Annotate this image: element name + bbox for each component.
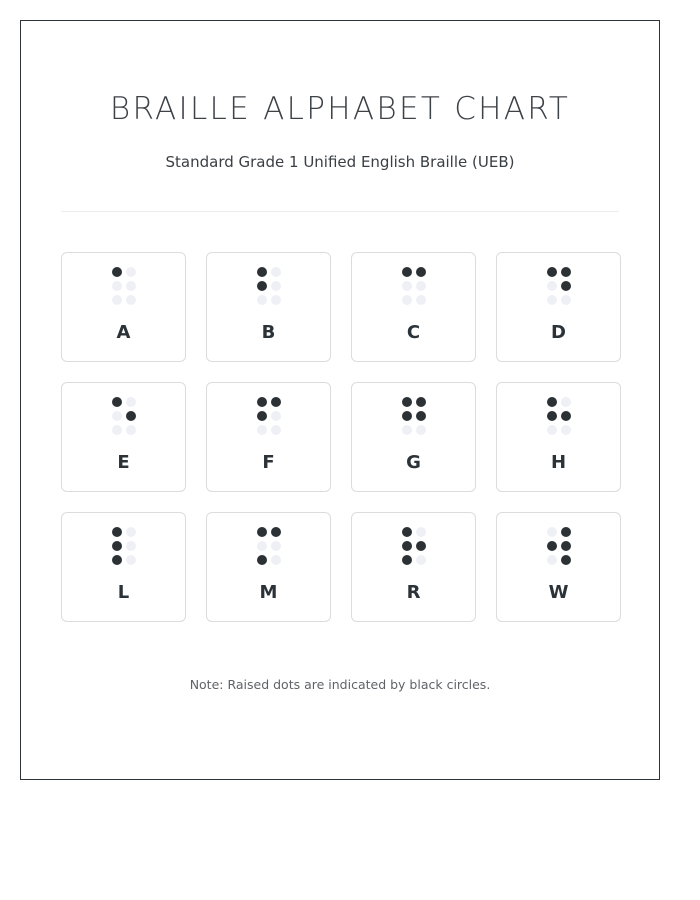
raised-dot-1: [112, 267, 122, 277]
cell-letter: R: [406, 582, 421, 603]
braille-cell-f: [206, 382, 331, 492]
flat-dot-6: [416, 425, 426, 435]
flat-dot-3: [112, 295, 122, 305]
braille-dots: [112, 527, 136, 565]
flat-dot-2: [257, 541, 267, 551]
flat-dot-6: [416, 295, 426, 305]
braille-dots: [547, 397, 571, 435]
flat-dot-4: [126, 527, 136, 537]
braille-cell-g: [351, 382, 476, 492]
flat-dot-2: [112, 281, 122, 291]
flat-dot-5: [271, 411, 281, 421]
braille-cell-w: [496, 512, 621, 622]
cell-letter: B: [261, 322, 276, 343]
raised-dot-4: [561, 267, 571, 277]
braille-cell-a: [61, 252, 186, 362]
flat-dot-1: [547, 527, 557, 537]
raised-dot-4: [416, 397, 426, 407]
flat-dot-3: [547, 555, 557, 565]
raised-dot-1: [402, 397, 412, 407]
flat-dot-3: [547, 295, 557, 305]
braille-cell-c: [351, 252, 476, 362]
raised-dot-5: [561, 411, 571, 421]
braille-chart-frame: [20, 20, 660, 780]
raised-dot-2: [402, 541, 412, 551]
flat-dot-5: [416, 281, 426, 291]
braille-dots: [257, 397, 281, 435]
flat-dot-4: [416, 527, 426, 537]
flat-dot-6: [271, 295, 281, 305]
flat-dot-6: [126, 295, 136, 305]
braille-cell-l: [61, 512, 186, 622]
raised-dot-6: [561, 555, 571, 565]
braille-cell-h: [496, 382, 621, 492]
flat-dot-5: [271, 541, 281, 551]
raised-dot-5: [416, 411, 426, 421]
braille-grid: [61, 252, 621, 622]
raised-dot-1: [402, 527, 412, 537]
raised-dot-5: [416, 541, 426, 551]
flat-dot-2: [547, 281, 557, 291]
raised-dot-2: [112, 541, 122, 551]
raised-dot-2: [402, 411, 412, 421]
braille-cell-b: [206, 252, 331, 362]
flat-dot-6: [271, 425, 281, 435]
flat-dot-6: [271, 555, 281, 565]
braille-cell-r: [351, 512, 476, 622]
flat-dot-5: [126, 541, 136, 551]
braille-dots: [257, 527, 281, 565]
flat-dot-3: [257, 295, 267, 305]
raised-dot-1: [547, 397, 557, 407]
raised-dot-3: [402, 555, 412, 565]
cell-letter: F: [262, 452, 275, 473]
flat-dot-5: [271, 281, 281, 291]
flat-dot-6: [561, 425, 571, 435]
divider: [61, 211, 619, 212]
cell-letter: H: [550, 452, 567, 473]
flat-dot-2: [112, 411, 122, 421]
cell-letter: E: [117, 452, 130, 473]
braille-dots: [402, 397, 426, 435]
braille-dots: [547, 527, 571, 565]
flat-dot-2: [402, 281, 412, 291]
braille-dots: [112, 267, 136, 305]
raised-dot-1: [402, 267, 412, 277]
cell-letter: L: [117, 582, 130, 603]
raised-dot-3: [112, 555, 122, 565]
raised-dot-2: [257, 411, 267, 421]
braille-dots: [402, 267, 426, 305]
flat-dot-3: [112, 425, 122, 435]
raised-dot-2: [547, 411, 557, 421]
raised-dot-2: [257, 281, 267, 291]
braille-cell-m: [206, 512, 331, 622]
cell-letter: C: [406, 322, 421, 343]
raised-dot-1: [257, 527, 267, 537]
footnote: Note: Raised dots are indicated by black circles.: [189, 677, 491, 692]
flat-dot-4: [271, 267, 281, 277]
raised-dot-4: [271, 397, 281, 407]
flat-dot-3: [257, 425, 267, 435]
braille-dots: [112, 397, 136, 435]
braille-cell-e: [61, 382, 186, 492]
raised-dot-3: [257, 555, 267, 565]
cell-letter: A: [116, 322, 131, 343]
flat-dot-4: [561, 397, 571, 407]
flat-dot-3: [547, 425, 557, 435]
flat-dot-6: [416, 555, 426, 565]
raised-dot-5: [126, 411, 136, 421]
braille-dots: [257, 267, 281, 305]
page-subtitle: Standard Grade 1 Unified English Braille (UEB): [165, 153, 515, 171]
flat-dot-3: [402, 425, 412, 435]
raised-dot-2: [547, 541, 557, 551]
braille-cell-d: [496, 252, 621, 362]
cell-letter: W: [548, 582, 569, 603]
raised-dot-4: [416, 267, 426, 277]
cell-letter: D: [551, 322, 566, 343]
cell-letter: G: [406, 452, 421, 473]
flat-dot-6: [126, 555, 136, 565]
raised-dot-5: [561, 541, 571, 551]
flat-dot-4: [126, 267, 136, 277]
raised-dot-1: [547, 267, 557, 277]
flat-dot-5: [126, 281, 136, 291]
page-title: BRAILLE ALPHABET CHART: [109, 91, 571, 127]
cell-letter: M: [259, 582, 278, 603]
raised-dot-4: [561, 527, 571, 537]
raised-dot-1: [112, 397, 122, 407]
flat-dot-6: [126, 425, 136, 435]
flat-dot-4: [126, 397, 136, 407]
raised-dot-1: [257, 397, 267, 407]
raised-dot-1: [257, 267, 267, 277]
braille-dots: [402, 527, 426, 565]
braille-dots: [547, 267, 571, 305]
raised-dot-5: [561, 281, 571, 291]
flat-dot-6: [561, 295, 571, 305]
flat-dot-3: [402, 295, 412, 305]
raised-dot-4: [271, 527, 281, 537]
raised-dot-1: [112, 527, 122, 537]
